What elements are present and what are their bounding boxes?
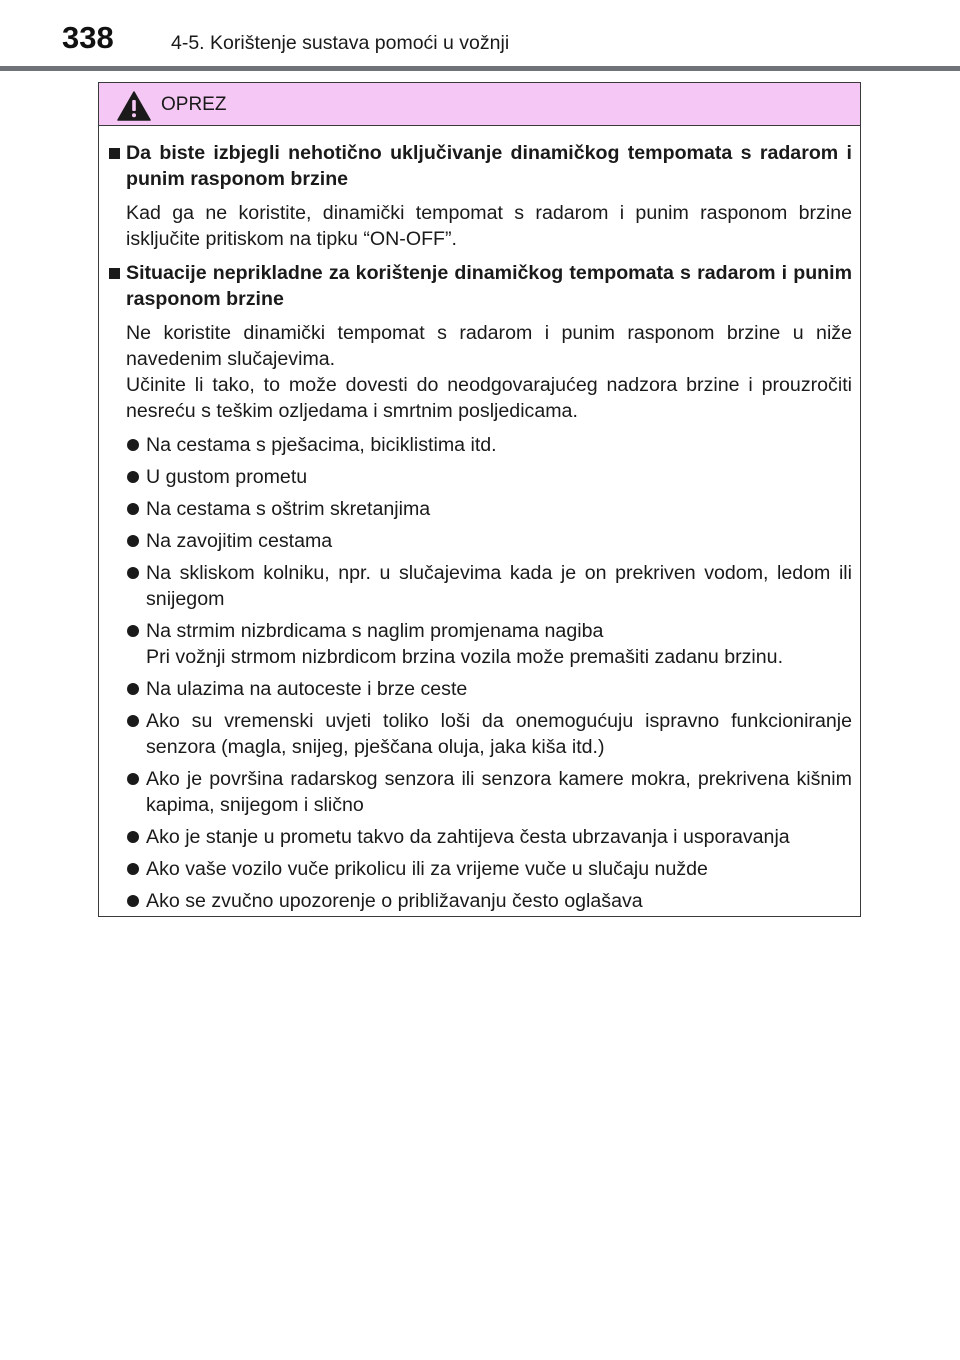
- header-rule: [0, 66, 960, 71]
- list-item: [126, 618, 852, 670]
- list-item: [126, 560, 852, 612]
- list-item-text: Na skliskom kolniku, npr. u slučajevima kada je on prekriven vodom, ledom ili snijegom: [146, 562, 852, 610]
- bullet-dot-icon: [127, 895, 139, 907]
- bullet-dot-icon: [127, 831, 139, 843]
- warning-triangle-icon: [117, 91, 151, 121]
- list-item-text: Ako se zvučno upozorenje o približavanju često oglašava: [146, 890, 643, 912]
- bullet-dot-icon: [127, 863, 139, 875]
- list-item-text: Ako su vremenski uvjeti toliko loši da onemogućuju ispravno funkcioniranje senzora (magla, snijeg, pješčana oluja, jaka kiša itd.): [146, 710, 852, 758]
- bullet-dot-icon: [127, 535, 139, 547]
- list-item-text: Na strmim nizbrdicama s naglim promjenama nagiba: [146, 620, 604, 642]
- bullet-dot-icon: [127, 439, 139, 451]
- page-number: 338: [62, 20, 114, 55]
- list-item-text: Ako je površina radarskog senzora ili senzora kamere mokra, prekrivena kišnim kapima, snijegom i slično: [146, 768, 852, 816]
- section-unintended-activation: [109, 140, 852, 252]
- list-item: [126, 888, 852, 914]
- list-item: [126, 676, 852, 702]
- list-item-text: U gustom prometu: [146, 466, 308, 488]
- list-item-text: Na ulazima na autoceste i brze ceste: [146, 678, 468, 700]
- list-item-text: Ako vaše vozilo vuče prikolicu ili za vrijeme vuče u slučaju nužde: [146, 858, 708, 880]
- situation-list: [126, 432, 852, 914]
- bullet-dot-icon: [127, 503, 139, 515]
- list-item-text: Na cestama s oštrim skretanjima: [146, 498, 431, 520]
- section-text: Kad ga ne koristite, dinamički tempomat s radarom i punim rasponom brzine isključite pritiskom na tipku “ON-OFF”.: [126, 202, 852, 250]
- caution-header: [99, 83, 860, 126]
- list-item-text: Na cestama s pješacima, biciklistima itd.: [146, 434, 497, 456]
- list-item-text: Ako je stanje u prometu takvo da zahtijeva česta ubrzavanja i usporavanja: [146, 826, 790, 848]
- section-unsuitable-situations: [109, 260, 852, 914]
- caution-label: OPREZ: [161, 94, 227, 115]
- bullet-dot-icon: [127, 625, 139, 637]
- bullet-dot-icon: [127, 773, 139, 785]
- list-item: [126, 856, 852, 882]
- bullet-dot-icon: [127, 683, 139, 695]
- list-item-text: Na zavojitim cestama: [146, 530, 333, 552]
- list-item: [126, 464, 852, 490]
- caution-body: [99, 126, 860, 914]
- bullet-dot-icon: [127, 715, 139, 727]
- list-item: [126, 766, 852, 818]
- list-item: [126, 528, 852, 554]
- section-text: Ne koristite dinamički tempomat s radarom i punim rasponom brzine u niže navedenim slučajevima.: [126, 322, 852, 370]
- section-warning-text: Učinite li tako, to može dovesti do neodgovarajućeg nadzora brzine i prouzročiti nesreću s teškim ozljedama i smrtnim posljedicama.: [126, 374, 852, 422]
- list-item: [126, 708, 852, 760]
- section-title: Situacije neprikladne za korištenje dinamičkog tempomata s radarom i punim rasponom brzine: [126, 262, 852, 310]
- page-header-title: 4-5. Korištenje sustava pomoći u vožnji: [171, 32, 510, 54]
- section-title: Da biste izbjegli nehotično uključivanje dinamičkog tempomata s radarom i punim rasponom brzine: [126, 142, 852, 190]
- list-item: [126, 496, 852, 522]
- bullet-dot-icon: [127, 567, 139, 579]
- list-item: [126, 824, 852, 850]
- square-bullet-icon: [109, 268, 120, 279]
- list-item-note: Pri vožnji strmom nizbrdicom brzina vozila može premašiti zadanu brzinu.: [146, 646, 784, 668]
- bullet-dot-icon: [127, 471, 139, 483]
- square-bullet-icon: [109, 148, 120, 159]
- list-item: [126, 432, 852, 458]
- caution-box: [98, 82, 861, 917]
